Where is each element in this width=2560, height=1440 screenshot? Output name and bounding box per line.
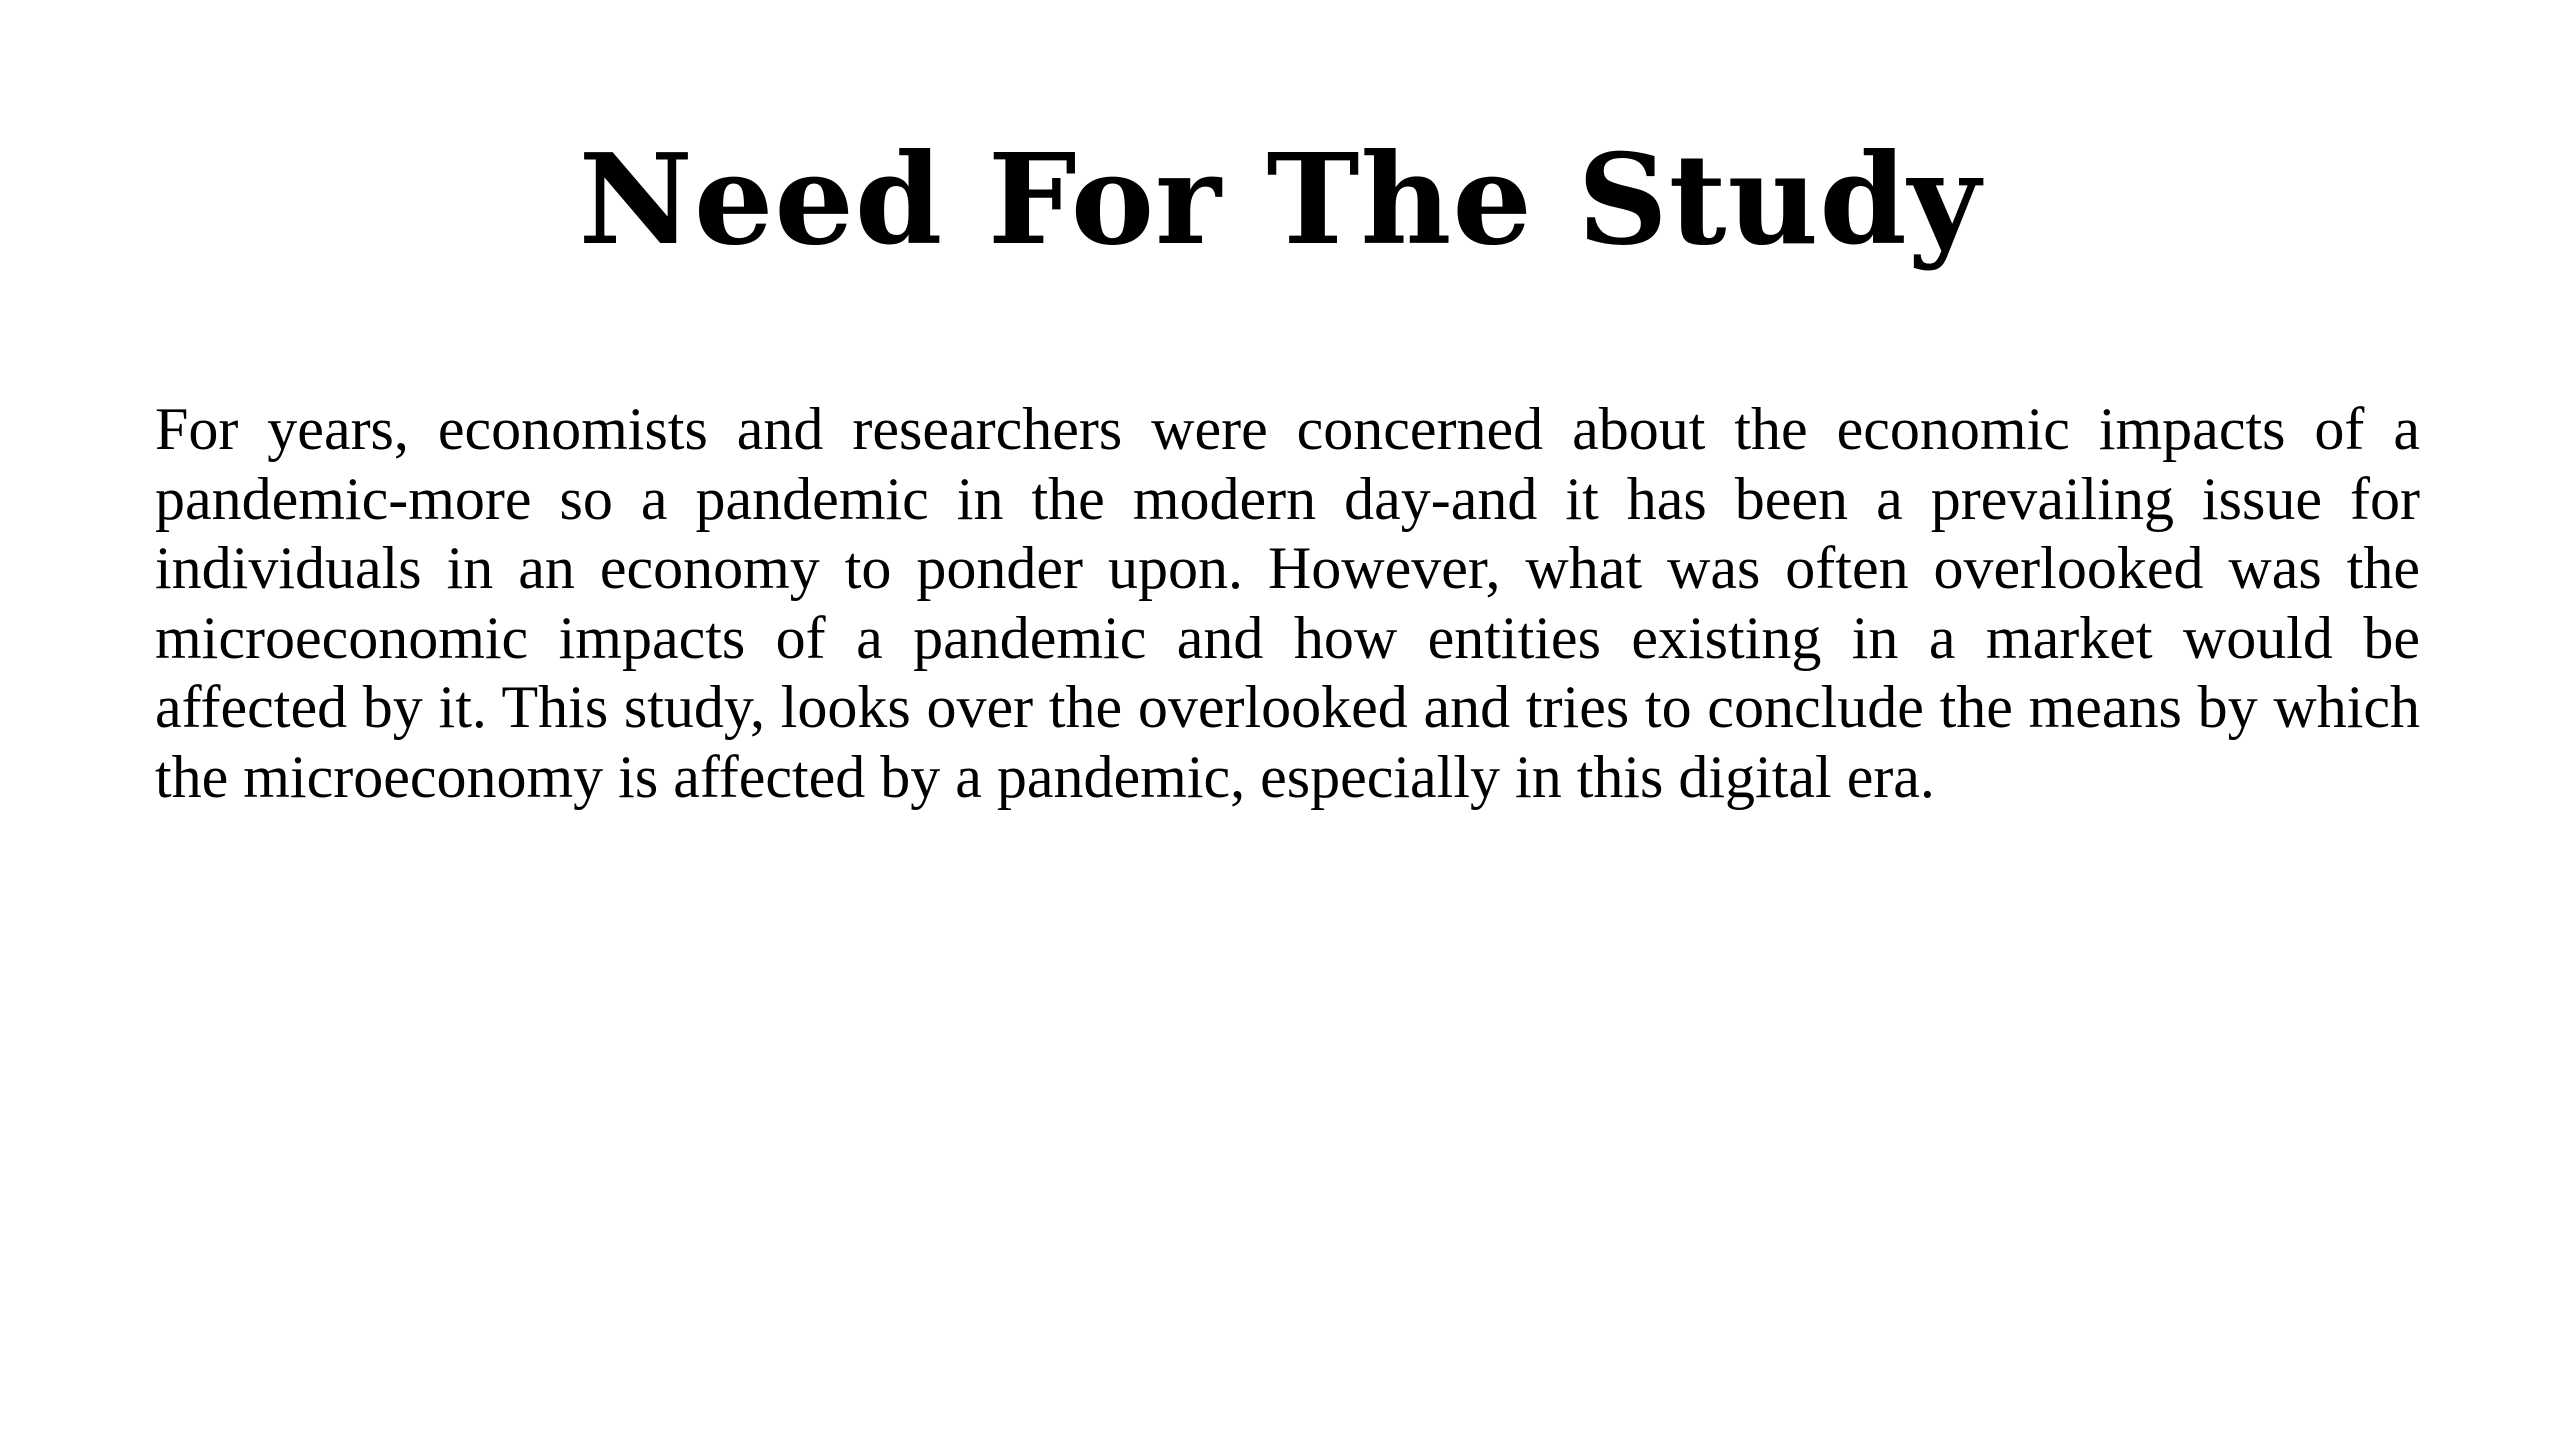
slide-body-text: For years, economists and researchers were concerned about the economic impacts of a pandemic-more so a pandemic in the modern day-and it has been a prevailing issue for individuals in an economy to ponder upon. However, what was often overlooked was the microeconomic impacts of a pandemic and how entities existing in a market would be affected by it. This study, looks over the overlooked and tries to conclude the means by which the microeconomy is affected by a pandemic, especially in this digital era. <box>155 396 2420 810</box>
slide-title: Need For The Study <box>578 127 1982 273</box>
